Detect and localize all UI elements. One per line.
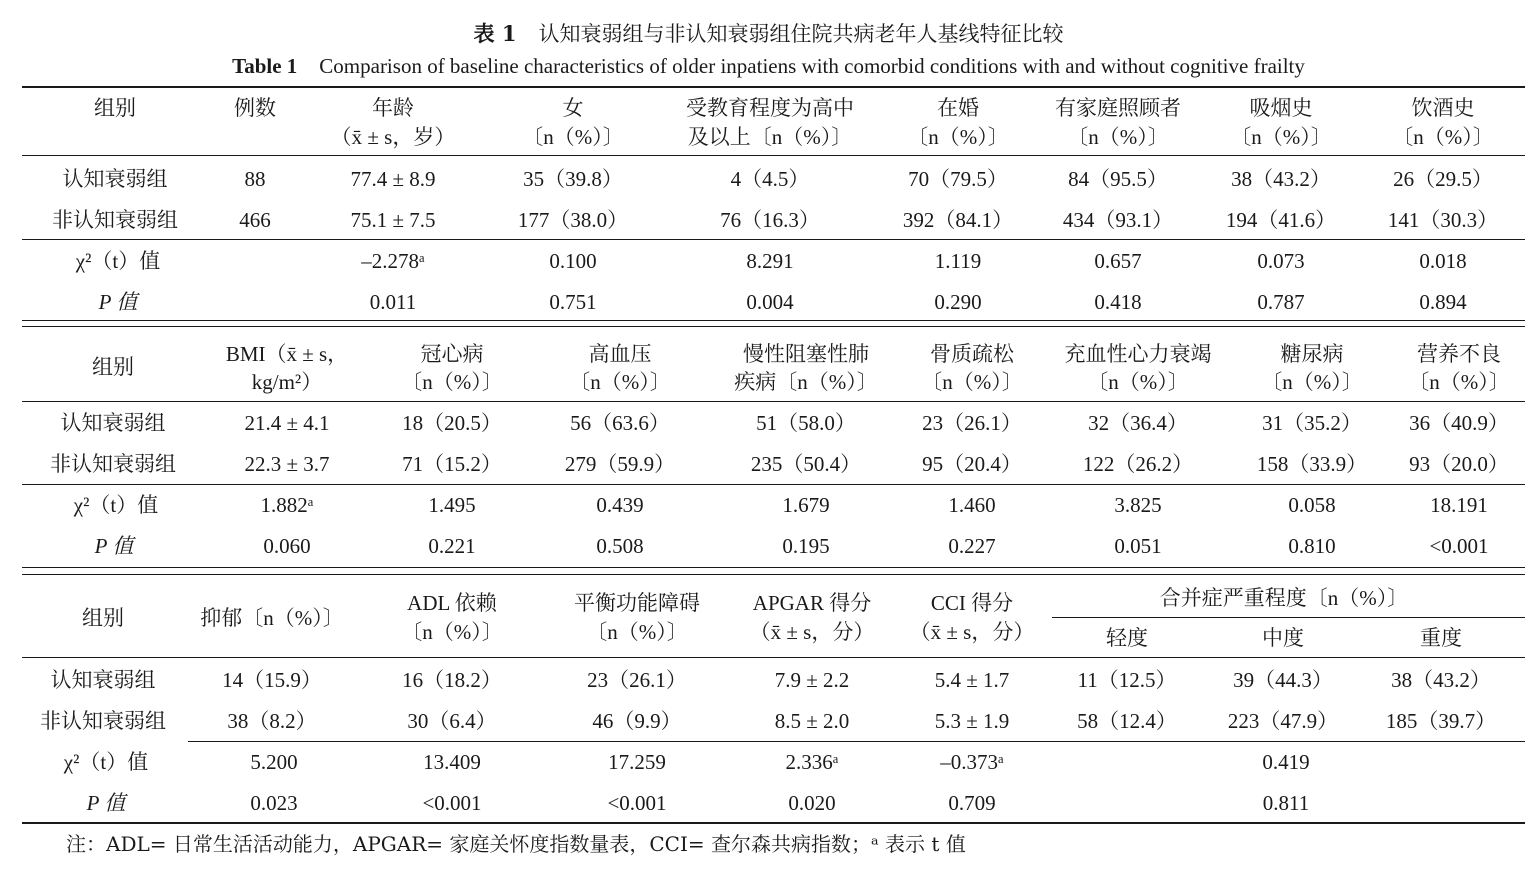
data-cell: 194（41.6）: [1225, 208, 1337, 232]
p-label: P 值: [94, 534, 134, 558]
header-cell: 组别: [92, 355, 134, 379]
header-rule: [22, 401, 1525, 402]
stat-cell: 8.291: [746, 249, 794, 273]
header-cell: 营养不良: [1417, 342, 1501, 366]
header-cell: 受教育程度为高中: [686, 96, 854, 120]
data-cell: 434（93.1）: [1062, 208, 1174, 232]
header-cell-line2: （x̄ ± s，分）: [909, 620, 1035, 644]
p-cell: 0.894: [1419, 290, 1467, 314]
header-cell-line2: 〔n（%）〕: [1067, 125, 1169, 149]
data-cell: 23（26.1）: [587, 668, 687, 692]
data-cell: 18（20.5）: [402, 411, 502, 435]
stat-cell: 1.119: [934, 249, 982, 273]
header-cell: 平衡功能障碍: [574, 591, 700, 615]
data-cell: 71（15.2）: [402, 452, 502, 476]
stat-label: χ²（t）值: [63, 750, 149, 774]
data-cell: 23（26.1）: [922, 411, 1022, 435]
caption-cn-title: 认知衰弱组与非认知衰弱组住院共病老年人基线特征比较: [538, 22, 1064, 46]
p-cell: 0.011: [369, 290, 417, 314]
data-cell: 认知衰弱组: [60, 411, 166, 435]
stat-cell: 18.191: [1430, 493, 1488, 517]
header-cell-line2: 〔n（%）〕: [1392, 125, 1494, 149]
header-cell: 高血压: [588, 342, 652, 366]
data-cell: 38（43.2）: [1231, 167, 1331, 191]
p-cell: 0.227: [948, 534, 996, 558]
data-cell: 122（26.2）: [1082, 452, 1194, 476]
table-caption-cn: [0, 18, 1537, 48]
data-cell: 非认知衰弱组: [40, 709, 166, 733]
p-cell: 0.787: [1257, 290, 1305, 314]
header-cell: 饮酒史: [1411, 96, 1475, 120]
stat-cell: 1.495: [428, 493, 476, 517]
header-cell-line2: 及以上〔n（%）〕: [687, 125, 853, 149]
header-cell: 糖尿病: [1280, 342, 1344, 366]
header-cell-line2: 〔n（%）〕: [586, 620, 688, 644]
header-cell-line2: 〔n（%）〕: [921, 370, 1023, 394]
stat-cell: 0.439: [596, 493, 644, 517]
header-cell-line2: 〔n（%）〕: [401, 620, 503, 644]
p-label: P 值: [86, 791, 126, 815]
header-cell: 抑郁〔n（%）〕: [200, 606, 344, 630]
data-cell: 22.3 ± 3.7: [244, 452, 330, 476]
header-cell: 充血性心力衰竭: [1064, 342, 1212, 366]
stat-cell: 1.679: [782, 493, 830, 517]
stat-label: χ²（t）值: [73, 493, 159, 517]
p-cell: 0.418: [1094, 290, 1142, 314]
data-cell: 93（20.0）: [1409, 452, 1509, 476]
data-cell: 39（44.3）: [1233, 668, 1333, 692]
header-cell-line2: 疾病〔n（%）〕: [734, 370, 878, 394]
data-cell: 5.4 ± 1.7: [934, 668, 1010, 692]
p-cell: 0.023: [250, 791, 298, 815]
stat-cell: 13.409: [423, 750, 481, 774]
stat-cell: 17.259: [608, 750, 666, 774]
data-cell: 223（47.9）: [1227, 709, 1339, 733]
header-rule: [22, 657, 1525, 658]
stat-cell: 0.018: [1419, 249, 1467, 273]
data-cell: 35（39.8）: [523, 167, 623, 191]
data-cell: 38（8.2）: [227, 709, 317, 733]
header-cell: 组别: [94, 96, 136, 120]
data-cell: 认知衰弱组: [62, 167, 168, 191]
p-cell: 0.709: [948, 791, 996, 815]
section3-top-rule: [22, 574, 1525, 575]
span-header-rule: [1052, 617, 1525, 618]
header-cell: 冠心病: [420, 342, 484, 366]
p-cell: 0.751: [549, 290, 597, 314]
stat-cell: 0.657: [1094, 249, 1142, 273]
bottom-rule: [22, 822, 1525, 824]
sub-header-cell: 重度: [1420, 626, 1462, 650]
stat-cell: 5.200: [250, 750, 298, 774]
data-cell: 235（50.4）: [750, 452, 862, 476]
p-cell: <0.001: [607, 791, 667, 815]
header-cell: ADL 依赖: [407, 591, 497, 615]
data-cell: 141（30.3）: [1387, 208, 1499, 232]
data-cell: 88: [244, 167, 266, 191]
p-cell: 0.221: [428, 534, 476, 558]
data-cell: 70（79.5）: [908, 167, 1008, 191]
header-cell: CCI 得分: [930, 591, 1014, 615]
header-cell-line2: 〔n（%）〕: [1087, 370, 1189, 394]
p-label: P 值: [98, 290, 138, 314]
data-cell: 36（40.9）: [1409, 411, 1509, 435]
header-cell-line2: （x̄ ± s，岁）: [330, 125, 456, 149]
header-cell: 年龄: [372, 96, 414, 120]
data-cell: 158（33.9）: [1256, 452, 1368, 476]
header-cell-line2: 〔n（%）〕: [569, 370, 671, 394]
data-cell: 76（16.3）: [720, 208, 820, 232]
caption-en-label: Table 1: [232, 54, 298, 78]
p-cell: <0.001: [422, 791, 482, 815]
p-cell: 0.195: [782, 534, 830, 558]
data-cell: 11（12.5）: [1077, 668, 1177, 692]
stat-cell: –0.373ᵃ: [940, 750, 1004, 774]
data-cell: 非认知衰弱组: [50, 452, 176, 476]
stat-rule: [22, 484, 1525, 485]
data-cell: 466: [239, 208, 271, 232]
stat-cell: –2.278ᵃ: [361, 249, 425, 273]
data-cell: 认知衰弱组: [50, 668, 156, 692]
header-cell-line2: 〔n（%）〕: [1230, 125, 1332, 149]
data-cell: 95（20.4）: [922, 452, 1022, 476]
data-cell: 32（36.4）: [1088, 411, 1188, 435]
p-cell: 0.004: [746, 290, 794, 314]
caption-en-title: Comparison of baseline characteristics of older inpatiens with comorbid conditions with and without cognitive frailty: [319, 54, 1305, 78]
data-cell: 5.3 ± 1.9: [934, 709, 1010, 733]
p-cell: <0.001: [1429, 534, 1489, 558]
data-cell: 84（95.5）: [1068, 167, 1168, 191]
p-cell: 0.508: [596, 534, 644, 558]
stat-cell: 3.825: [1114, 493, 1162, 517]
header-cell-line2: （x̄ ± s，分）: [749, 620, 875, 644]
header-cell: 例数: [234, 96, 276, 120]
data-cell: 77.4 ± 8.9: [350, 167, 436, 191]
p-cell: 0.810: [1288, 534, 1336, 558]
table-footnote: 注：ADL= 日常生活活动能力，APGAR= 家庭关怀度指数量表，CCI= 查尔森共病指数；ᵃ 表示 t 值: [66, 832, 966, 856]
stat-cell: 0.058: [1288, 493, 1336, 517]
p-cell: 0.290: [934, 290, 982, 314]
table-caption-en: [0, 54, 1537, 79]
stat-cell: 0.100: [549, 249, 597, 273]
data-cell: 279（59.9）: [564, 452, 676, 476]
data-cell: 21.4 ± 4.1: [244, 411, 330, 435]
header-cell: BMI（x̄ ± s，: [225, 342, 349, 366]
p-cell: 0.811: [1262, 791, 1310, 815]
stat-rule: [188, 741, 1525, 742]
header-cell: 慢性阻塞性肺: [743, 342, 869, 366]
data-cell: 26（29.5）: [1393, 167, 1493, 191]
data-cell: 58（12.4）: [1077, 709, 1177, 733]
data-cell: 75.1 ± 7.5: [350, 208, 436, 232]
stat-rule: [22, 239, 1525, 240]
data-cell: 4（4.5）: [730, 167, 810, 191]
header-rule: [22, 155, 1525, 156]
data-cell: 31（35.2）: [1262, 411, 1362, 435]
header-cell: 有家庭照顾者: [1055, 96, 1181, 120]
header-cell-line2: kg/m²）: [251, 370, 323, 394]
data-cell: 392（84.1）: [902, 208, 1014, 232]
section2-bottom-rule: [22, 567, 1525, 568]
header-cell-line2: 〔n（%）〕: [1261, 370, 1363, 394]
data-cell: 51（58.0）: [756, 411, 856, 435]
data-cell: 8.5 ± 2.0: [774, 709, 850, 733]
span-header: 合并症严重程度〔n（%）〕: [1159, 586, 1409, 610]
header-cell: 吸烟史: [1249, 96, 1313, 120]
header-cell: APGAR 得分: [752, 591, 872, 615]
stat-cell: 1.460: [948, 493, 996, 517]
header-cell: 骨质疏松: [930, 342, 1014, 366]
data-cell: 177（38.0）: [517, 208, 629, 232]
p-cell: 0.020: [788, 791, 836, 815]
sub-header-cell: 中度: [1262, 626, 1304, 650]
stat-cell: 0.073: [1257, 249, 1305, 273]
section2-top-rule: [22, 326, 1525, 327]
data-cell: 7.9 ± 2.2: [774, 668, 850, 692]
data-cell: 46（9.9）: [592, 709, 682, 733]
data-cell: 56（63.6）: [570, 411, 670, 435]
data-cell: 30（6.4）: [407, 709, 497, 733]
stat-cell: 0.419: [1262, 750, 1310, 774]
stat-label: χ²（t）值: [75, 249, 161, 273]
p-cell: 0.051: [1114, 534, 1162, 558]
data-cell: 185（39.7）: [1385, 709, 1497, 733]
caption-cn-label: 表 1: [473, 21, 517, 46]
top-rule: [22, 86, 1525, 88]
data-cell: 38（43.2）: [1391, 668, 1491, 692]
header-cell-line2: 〔n（%）〕: [907, 125, 1009, 149]
header-cell-line2: 〔n（%）〕: [522, 125, 624, 149]
section1-bottom-rule: [22, 320, 1525, 321]
data-cell: 16（18.2）: [402, 668, 502, 692]
sub-header-cell: 轻度: [1106, 626, 1148, 650]
header-cell: 在婚: [937, 96, 979, 120]
data-cell: 非认知衰弱组: [52, 208, 178, 232]
stat-cell: 2.336ᵃ: [785, 750, 839, 774]
stat-cell: 1.882ᵃ: [260, 493, 314, 517]
data-cell: 14（15.9）: [222, 668, 322, 692]
header-cell: 组别: [82, 606, 124, 630]
header-cell-line2: 〔n（%）〕: [401, 370, 503, 394]
p-cell: 0.060: [263, 534, 311, 558]
header-cell-line2: 〔n（%）〕: [1408, 370, 1510, 394]
header-cell: 女: [562, 96, 584, 120]
